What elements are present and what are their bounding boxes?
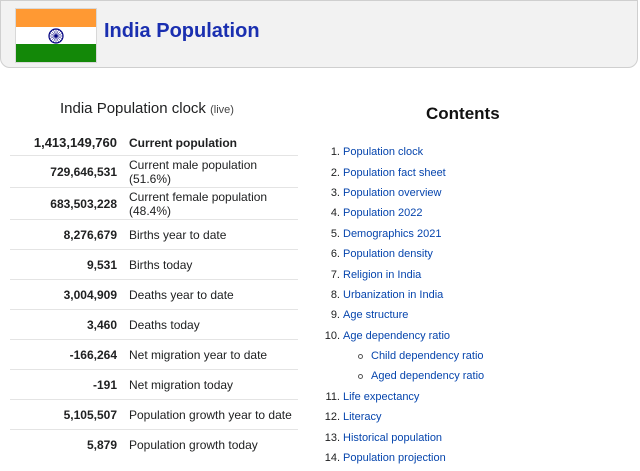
- clock-value: 8,276,679: [63, 227, 117, 242]
- toc-number: 8.: [330, 288, 340, 301]
- clock-row-deaths-today: [10, 310, 298, 340]
- clock-value: 5,105,507: [63, 407, 117, 422]
- toc-subitem-aged-dependency-ratio[interactable]: [318, 366, 628, 386]
- clock-label: Births today: [129, 257, 193, 272]
- toc-link[interactable]: Population projection: [343, 452, 446, 465]
- clock-value: 5,879: [86, 438, 117, 452]
- toc-link[interactable]: Life expectancy: [343, 390, 420, 403]
- toc-link[interactable]: Urbanization in India: [343, 288, 444, 301]
- clock-row-current-population: [10, 130, 298, 156]
- clock-row-male-population: [10, 156, 298, 188]
- clock-row-net-migration-today: [10, 370, 298, 400]
- page-header: [0, 0, 638, 68]
- population-clock-title: [60, 100, 234, 117]
- ashoka-chakra-icon: [48, 28, 64, 44]
- toc-link[interactable]: Religion in India: [343, 268, 422, 281]
- contents-title: Contents: [426, 104, 500, 123]
- toc-item-age-structure[interactable]: [318, 305, 628, 325]
- toc-item-population-2022[interactable]: [318, 203, 628, 223]
- toc-number: 5.: [330, 227, 340, 240]
- clock-row-growth-ytd: [10, 400, 298, 430]
- toc-subitem-child-dependency-ratio[interactable]: [318, 346, 628, 366]
- flag-green-band: [16, 44, 96, 62]
- clock-value: 683,503,228: [50, 196, 117, 211]
- clock-row-growth-today: [10, 430, 298, 460]
- clock-row-births-ytd: [10, 220, 298, 250]
- clock-row-births-today: [10, 250, 298, 280]
- toc-link[interactable]: Aged dependency ratio: [371, 370, 485, 383]
- clock-label: Population growth year to date: [129, 407, 292, 422]
- circle-bullet-icon: [358, 374, 363, 379]
- toc-link[interactable]: Population fact sheet: [343, 166, 446, 179]
- toc-item-population-overview[interactable]: [318, 183, 628, 203]
- clock-value: 9,531: [86, 257, 117, 272]
- toc-number: 9.: [330, 309, 340, 322]
- clock-row-female-population: [10, 188, 298, 220]
- toc-item-life-expectancy[interactable]: [318, 387, 628, 407]
- clock-label: Net migration year to date: [129, 347, 268, 362]
- toc-number: 4.: [330, 207, 340, 220]
- live-label: (live): [210, 104, 234, 116]
- clock-label: Current male population (51.6%): [129, 157, 258, 186]
- toc-item-historical-population[interactable]: [318, 427, 628, 447]
- clock-label: Population growth today: [129, 438, 258, 452]
- toc-number: 14.: [324, 452, 340, 465]
- clock-value: 3,460: [86, 317, 117, 332]
- clock-label: Deaths today: [129, 317, 200, 332]
- india-flag-icon: [15, 8, 97, 63]
- clock-value: -191: [92, 377, 117, 392]
- toc-number: 1.: [330, 146, 340, 159]
- site-title[interactable]: India Population: [104, 20, 260, 42]
- toc-link[interactable]: Population overview: [343, 186, 442, 199]
- toc-number: 10.: [324, 329, 340, 342]
- toc-link[interactable]: Literacy: [343, 411, 382, 424]
- clock-label: Current female population (48.4%): [129, 189, 268, 218]
- toc-number: 11.: [325, 390, 340, 403]
- clock-label: Net migration today: [129, 377, 234, 392]
- toc-item-population-fact-sheet[interactable]: [318, 162, 628, 182]
- toc-link[interactable]: Population 2022: [343, 207, 423, 220]
- flag-saffron-band: [16, 9, 96, 27]
- circle-bullet-icon: [358, 354, 363, 359]
- population-clock-heading: India Population clock: [60, 100, 206, 117]
- toc-link[interactable]: Child dependency ratio: [371, 350, 484, 363]
- toc-number: 13.: [324, 431, 340, 444]
- clock-value: -166,264: [69, 347, 117, 362]
- toc-item-literacy[interactable]: [318, 407, 628, 427]
- toc-link[interactable]: Age structure: [343, 309, 409, 322]
- toc-item-demographics-2021[interactable]: [318, 224, 628, 244]
- toc-link[interactable]: Population density: [343, 248, 433, 261]
- toc-link[interactable]: Population clock: [343, 146, 424, 159]
- toc-number: 2.: [330, 166, 340, 179]
- clock-row-deaths-ytd: [10, 280, 298, 310]
- toc-number: 6.: [330, 248, 340, 261]
- clock-label: Births year to date: [129, 227, 227, 242]
- clock-row-net-migration-ytd: [10, 340, 298, 370]
- toc-link[interactable]: Demographics 2021: [343, 227, 442, 240]
- toc-item-population-clock[interactable]: [318, 142, 628, 162]
- toc-number: 3.: [330, 186, 340, 199]
- toc-item-population-projection[interactable]: [318, 448, 628, 468]
- clock-label: Current population: [129, 135, 237, 150]
- toc-number: 7.: [330, 268, 340, 281]
- population-clock-table: [10, 130, 298, 460]
- toc-item-urbanization-in-india[interactable]: [318, 285, 628, 305]
- clock-value: 1,413,149,760: [33, 135, 117, 150]
- toc-item-religion-in-india[interactable]: [318, 264, 628, 284]
- clock-label: Deaths year to date: [129, 287, 234, 302]
- table-of-contents: [318, 142, 628, 468]
- toc-link[interactable]: Age dependency ratio: [343, 329, 451, 342]
- toc-item-age-dependency-ratio[interactable]: [318, 326, 628, 346]
- toc-item-population-density[interactable]: [318, 244, 628, 264]
- clock-value: 3,004,909: [63, 287, 117, 302]
- clock-value: 729,646,531: [50, 164, 117, 179]
- toc-link[interactable]: Historical population: [343, 431, 443, 444]
- toc-number: 12.: [324, 411, 340, 424]
